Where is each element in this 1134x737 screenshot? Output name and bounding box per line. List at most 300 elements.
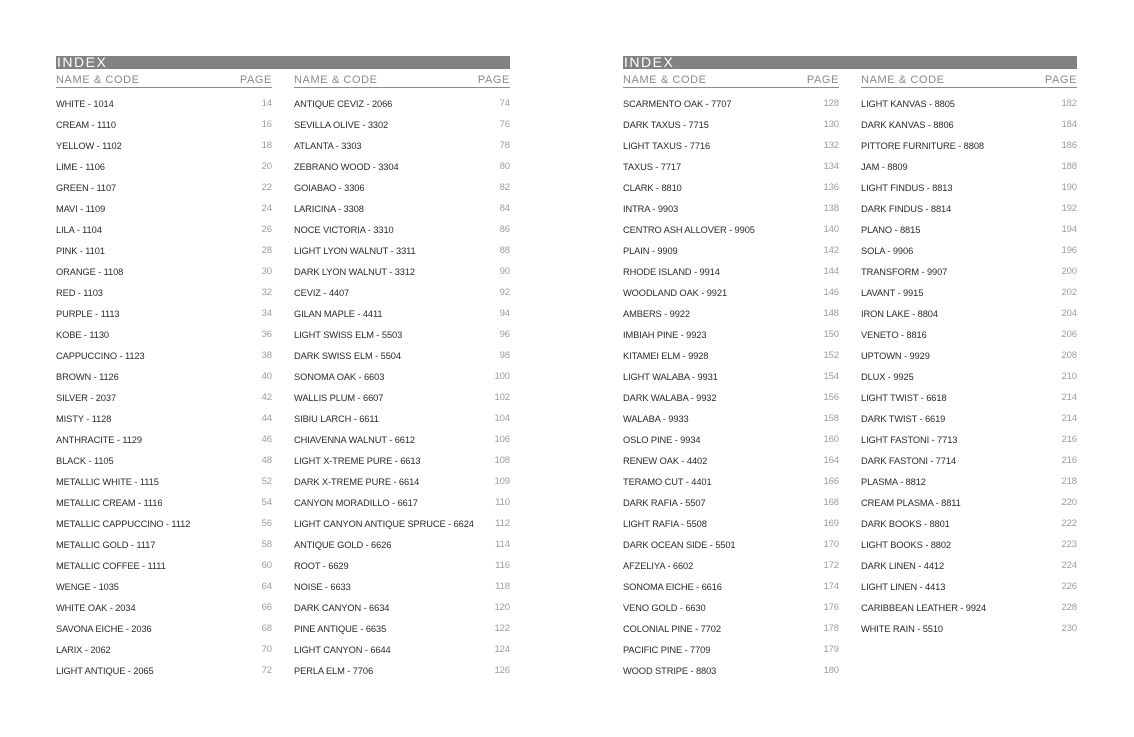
entry-name-code: ORANGE - 1108 xyxy=(56,266,124,277)
entry-page-number: 106 xyxy=(494,434,510,445)
entry-name-code: AMBERS - 9922 xyxy=(623,308,690,319)
entry-page-number: 102 xyxy=(494,392,510,403)
entry-page-number: 14 xyxy=(261,98,272,109)
entry-name-code: DARK FINDUS - 8814 xyxy=(861,203,952,214)
entry-page-number: 40 xyxy=(261,371,272,382)
page-header: PAGE xyxy=(806,74,839,86)
entry-page-number: 188 xyxy=(1061,161,1077,172)
index-entry xyxy=(623,135,839,156)
index-column xyxy=(623,69,839,681)
index-entry xyxy=(56,639,272,660)
entry-page-number: 204 xyxy=(1061,308,1077,319)
entry-name-code: LIGHT X-TREME PURE - 6613 xyxy=(294,455,421,466)
entry-name-code: METALLIC COFFEE - 1111 xyxy=(56,560,166,571)
entry-name-code: TERAMO CUT - 4401 xyxy=(623,476,712,487)
index-page-right xyxy=(623,56,1077,681)
index-entry xyxy=(861,387,1077,408)
entry-name-code: ANTIQUE GOLD - 6626 xyxy=(294,539,392,550)
index-entry xyxy=(861,534,1077,555)
entry-page-number: 18 xyxy=(261,140,272,151)
entry-page-number: 52 xyxy=(261,476,272,487)
entry-page-number: 146 xyxy=(823,287,839,298)
entry-page-number: 130 xyxy=(823,119,839,130)
entry-page-number: 182 xyxy=(1061,98,1077,109)
index-entry xyxy=(861,345,1077,366)
entry-name-code: LIGHT FASTONI - 7713 xyxy=(861,434,958,445)
index-entry xyxy=(56,324,272,345)
entry-name-code: PERLA ELM - 7706 xyxy=(294,665,374,676)
entry-page-number: 56 xyxy=(261,518,272,529)
entry-page-number: 32 xyxy=(261,287,272,298)
entry-name-code: DARK TAXUS - 7715 xyxy=(623,119,709,130)
entry-name-code: LAVANT - 9915 xyxy=(861,287,924,298)
entry-page-number: 210 xyxy=(1061,371,1077,382)
entry-name-code: LIGHT CANYON - 6644 xyxy=(294,644,391,655)
entry-name-code: WHITE OAK - 2034 xyxy=(56,602,136,613)
index-entry xyxy=(294,492,510,513)
entry-page-number: 60 xyxy=(261,560,272,571)
entry-name-code: SCARMENTO OAK - 7707 xyxy=(623,98,732,109)
entry-page-number: 220 xyxy=(1061,497,1077,508)
entry-page-number: 152 xyxy=(823,350,839,361)
index-entry xyxy=(56,408,272,429)
index-entry xyxy=(623,261,839,282)
entry-page-number: 82 xyxy=(499,182,510,193)
entry-page-number: 76 xyxy=(499,119,510,130)
entry-name-code: RED - 1103 xyxy=(56,287,103,298)
index-entry xyxy=(861,198,1077,219)
page-header: PAGE xyxy=(239,74,272,86)
index-entry xyxy=(861,93,1077,114)
entry-name-code: PLAIN - 9909 xyxy=(623,245,678,256)
index-entry xyxy=(56,429,272,450)
entry-name-code: TAXUS - 7717 xyxy=(623,161,682,172)
entry-name-code: PURPLE - 1113 xyxy=(56,308,120,319)
index-title-bar xyxy=(56,56,510,69)
page-header: PAGE xyxy=(477,74,510,86)
entry-page-number: 36 xyxy=(261,329,272,340)
index-entry xyxy=(294,660,510,681)
entry-name-code: IRON LAKE - 8804 xyxy=(861,308,938,319)
entry-page-number: 179 xyxy=(823,644,839,655)
index-entry xyxy=(861,177,1077,198)
entry-name-code: DARK OCEAN SIDE - 5501 xyxy=(623,539,736,550)
index-entry xyxy=(623,639,839,660)
index-entry xyxy=(623,534,839,555)
entry-page-number: 64 xyxy=(261,581,272,592)
entry-name-code: CAPPUCCINO - 1123 xyxy=(56,350,145,361)
index-entry xyxy=(861,282,1077,303)
entry-name-code: JAM - 8809 xyxy=(861,161,908,172)
entry-name-code: CREAM PLASMA - 8811 xyxy=(861,497,961,508)
entry-page-number: 223 xyxy=(1061,539,1077,550)
entry-name-code: OSLO PINE - 9934 xyxy=(623,434,701,445)
index-entry xyxy=(861,597,1077,618)
entry-page-number: 20 xyxy=(261,161,272,172)
index-entry xyxy=(56,597,272,618)
index-entry xyxy=(623,513,839,534)
entry-name-code: PITTORE FURNITURE - 8808 xyxy=(861,140,984,151)
entry-page-number: 172 xyxy=(823,560,839,571)
entry-name-code: DARK TWIST - 6619 xyxy=(861,413,946,424)
index-entry xyxy=(623,303,839,324)
entry-name-code: METALLIC CREAM - 1116 xyxy=(56,497,163,508)
index-entry xyxy=(623,93,839,114)
index-entry xyxy=(294,576,510,597)
index-entry xyxy=(56,660,272,681)
entry-page-number: 214 xyxy=(1061,413,1077,424)
entry-page-number: 174 xyxy=(823,581,839,592)
entry-name-code: WOODLAND OAK - 9921 xyxy=(623,287,728,298)
entry-name-code: DARK BOOKS - 8801 xyxy=(861,518,950,529)
entry-page-number: 78 xyxy=(499,140,510,151)
entry-name-code: CHIAVENNA WALNUT - 6612 xyxy=(294,434,416,445)
index-entry xyxy=(56,513,272,534)
entry-name-code: KITAMEI ELM - 9928 xyxy=(623,350,709,361)
index-entry xyxy=(861,135,1077,156)
entry-page-number: 202 xyxy=(1061,287,1077,298)
entry-page-number: 30 xyxy=(261,266,272,277)
column-header xyxy=(294,69,510,88)
entry-name-code: SAVONA EICHE - 2036 xyxy=(56,623,152,634)
entry-name-code: PINE ANTIQUE - 6635 xyxy=(294,623,387,634)
index-entry xyxy=(861,408,1077,429)
entry-page-number: 140 xyxy=(823,224,839,235)
entry-page-number: 109 xyxy=(494,476,510,487)
entry-page-number: 222 xyxy=(1061,518,1077,529)
entry-name-code: DARK X-TREME PURE - 6614 xyxy=(294,476,420,487)
entry-name-code: ZEBRANO WOOD - 3304 xyxy=(294,161,399,172)
index-entry xyxy=(294,408,510,429)
index-entry xyxy=(623,282,839,303)
entry-page-number: 46 xyxy=(261,434,272,445)
index-entry xyxy=(56,387,272,408)
entry-page-number: 74 xyxy=(499,98,510,109)
name-code-header: NAME & CODE xyxy=(861,74,945,86)
entry-name-code: WALLIS PLUM - 6607 xyxy=(294,392,384,403)
entry-name-code: GOIABAO - 3306 xyxy=(294,182,365,193)
index-entry xyxy=(294,345,510,366)
index-columns xyxy=(56,69,510,681)
entry-name-code: SOLA - 9906 xyxy=(861,245,914,256)
index-entry xyxy=(56,471,272,492)
index-entry xyxy=(623,555,839,576)
entry-page-number: 184 xyxy=(1061,119,1077,130)
index-entry xyxy=(861,576,1077,597)
entry-page-number: 126 xyxy=(494,665,510,676)
index-entry xyxy=(623,408,839,429)
entry-page-number: 92 xyxy=(499,287,510,298)
index-entry xyxy=(294,387,510,408)
entry-name-code: IMBIAH PINE - 9923 xyxy=(623,329,707,340)
entry-page-number: 120 xyxy=(494,602,510,613)
index-entry xyxy=(861,429,1077,450)
entry-name-code: GILAN MAPLE - 4411 xyxy=(294,308,383,319)
entry-name-code: NOISE - 6633 xyxy=(294,581,351,592)
entry-name-code: CENTRO ASH ALLOVER - 9905 xyxy=(623,224,755,235)
index-entry xyxy=(861,240,1077,261)
entry-name-code: KOBE - 1130 xyxy=(56,329,109,340)
entry-page-number: 136 xyxy=(823,182,839,193)
index-entry xyxy=(294,303,510,324)
entry-page-number: 88 xyxy=(499,245,510,256)
entry-page-number: 128 xyxy=(823,98,839,109)
index-column xyxy=(56,69,272,681)
entry-name-code: DARK WALABA - 9932 xyxy=(623,392,717,403)
column-header xyxy=(623,69,839,88)
entry-name-code: WENGE - 1035 xyxy=(56,581,119,592)
column-header xyxy=(56,69,272,88)
entry-list xyxy=(56,93,272,681)
entry-page-number: 80 xyxy=(499,161,510,172)
entry-name-code: METALLIC WHITE - 1115 xyxy=(56,476,159,487)
entry-page-number: 86 xyxy=(499,224,510,235)
entry-name-code: LIGHT SWISS ELM - 5503 xyxy=(294,329,403,340)
entry-name-code: TRANSFORM - 9907 xyxy=(861,266,948,277)
index-entry xyxy=(56,555,272,576)
entry-name-code: LIGHT WALABA - 9931 xyxy=(623,371,718,382)
index-entry xyxy=(861,492,1077,513)
entry-list xyxy=(294,93,510,681)
index-entry xyxy=(623,240,839,261)
index-entry xyxy=(861,513,1077,534)
index-entry xyxy=(294,429,510,450)
index-entry xyxy=(294,597,510,618)
entry-page-number: 26 xyxy=(261,224,272,235)
index-entry xyxy=(623,177,839,198)
index-entry xyxy=(56,240,272,261)
entry-page-number: 42 xyxy=(261,392,272,403)
entry-page-number: 132 xyxy=(823,140,839,151)
index-entry xyxy=(294,198,510,219)
entry-name-code: LIGHT KANVAS - 8805 xyxy=(861,98,955,109)
entry-name-code: LIGHT LINEN - 4413 xyxy=(861,581,946,592)
index-title-bar xyxy=(623,56,1077,69)
column-header xyxy=(861,69,1077,88)
entry-name-code: LIGHT ANTIQUE - 2065 xyxy=(56,665,154,676)
entry-page-number: 108 xyxy=(494,455,510,466)
entry-name-code: BLACK - 1105 xyxy=(56,455,114,466)
entry-page-number: 186 xyxy=(1061,140,1077,151)
entry-name-code: CANYON MORADILLO - 6617 xyxy=(294,497,418,508)
entry-name-code: UPTOWN - 9929 xyxy=(861,350,930,361)
entry-page-number: 208 xyxy=(1061,350,1077,361)
entry-page-number: 114 xyxy=(495,539,510,550)
index-entry xyxy=(56,198,272,219)
entry-name-code: WOOD STRIPE - 8803 xyxy=(623,665,717,676)
entry-page-number: 190 xyxy=(1061,182,1077,193)
entry-page-number: 138 xyxy=(823,203,839,214)
entry-page-number: 100 xyxy=(494,371,510,382)
entry-name-code: CARIBBEAN LEATHER - 9924 xyxy=(861,602,987,613)
entry-name-code: METALLIC GOLD - 1117 xyxy=(56,539,156,550)
index-entry xyxy=(56,576,272,597)
entry-name-code: LIGHT TWIST - 6618 xyxy=(861,392,947,403)
index-entry xyxy=(294,282,510,303)
entry-page-number: 16 xyxy=(261,119,272,130)
index-entry xyxy=(294,324,510,345)
index-entry xyxy=(861,555,1077,576)
entry-page-number: 98 xyxy=(499,350,510,361)
index-entry xyxy=(623,576,839,597)
index-entry xyxy=(56,282,272,303)
entry-name-code: CEVIZ - 4407 xyxy=(294,287,350,298)
entry-name-code: SIBIU LARCH - 6611 xyxy=(294,413,379,424)
entry-name-code: DARK FASTONI - 7714 xyxy=(861,455,957,466)
entry-page-number: 38 xyxy=(261,350,272,361)
entry-page-number: 230 xyxy=(1061,623,1077,634)
index-entry xyxy=(861,114,1077,135)
index-entry xyxy=(861,618,1077,639)
entry-name-code: ROOT - 6629 xyxy=(294,560,349,571)
entry-page-number: 148 xyxy=(823,308,839,319)
index-title: INDEX xyxy=(57,56,108,69)
entry-name-code: DLUX - 9925 xyxy=(861,371,914,382)
index-entry xyxy=(623,219,839,240)
index-entry xyxy=(861,219,1077,240)
entry-name-code: AFZELIYA - 6602 xyxy=(623,560,694,571)
entry-page-number: 134 xyxy=(823,161,839,172)
entry-name-code: DARK LYON WALNUT - 3312 xyxy=(294,266,416,277)
index-entry xyxy=(56,135,272,156)
entry-name-code: LIGHT RAFIA - 5508 xyxy=(623,518,707,529)
index-entry xyxy=(56,303,272,324)
entry-page-number: 90 xyxy=(499,266,510,277)
entry-page-number: 206 xyxy=(1061,329,1077,340)
entry-page-number: 54 xyxy=(261,497,272,508)
entry-page-number: 142 xyxy=(823,245,839,256)
entry-name-code: GREEN - 1107 xyxy=(56,182,117,193)
entry-page-number: 144 xyxy=(823,266,839,277)
entry-name-code: LIGHT LYON WALNUT - 3311 xyxy=(294,245,416,256)
entry-page-number: 24 xyxy=(261,203,272,214)
index-entry xyxy=(623,597,839,618)
entry-page-number: 156 xyxy=(823,392,839,403)
entry-page-number: 72 xyxy=(261,665,272,676)
entry-name-code: DARK SWISS ELM - 5504 xyxy=(294,350,401,361)
entry-page-number: 150 xyxy=(823,329,839,340)
index-entry xyxy=(56,156,272,177)
index-entry xyxy=(294,114,510,135)
index-entry xyxy=(861,303,1077,324)
entry-name-code: BROWN - 1126 xyxy=(56,371,119,382)
entry-name-code: MAVI - 1109 xyxy=(56,203,106,214)
entry-list xyxy=(861,93,1077,639)
index-entry xyxy=(294,261,510,282)
entry-name-code: LARIX - 2062 xyxy=(56,644,111,655)
entry-page-number: 226 xyxy=(1061,581,1077,592)
entry-name-code: DARK KANVAS - 8806 xyxy=(861,119,954,130)
index-entry xyxy=(294,618,510,639)
entry-page-number: 158 xyxy=(823,413,839,424)
entry-page-number: 112 xyxy=(495,518,510,529)
entry-name-code: PLANO - 8815 xyxy=(861,224,921,235)
index-entry xyxy=(294,156,510,177)
name-code-header: NAME & CODE xyxy=(56,74,140,86)
entry-page-number: 110 xyxy=(495,497,510,508)
entry-name-code: ANTIQUE CEVIZ - 2066 xyxy=(294,98,393,109)
index-entry xyxy=(623,618,839,639)
index-entry xyxy=(56,534,272,555)
entry-name-code: SEVILLA OLIVE - 3302 xyxy=(294,119,389,130)
entry-list xyxy=(623,93,839,681)
entry-page-number: 28 xyxy=(261,245,272,256)
entry-name-code: ANTHRACITE - 1129 xyxy=(56,434,142,445)
entry-name-code: LIGHT CANYON ANTIQUE SPRUCE - 6624 xyxy=(294,518,474,529)
index-entry xyxy=(56,93,272,114)
entry-page-number: 116 xyxy=(495,560,510,571)
entry-page-number: 68 xyxy=(261,623,272,634)
entry-page-number: 70 xyxy=(261,644,272,655)
index-entry xyxy=(56,618,272,639)
entry-page-number: 84 xyxy=(499,203,510,214)
entry-name-code: ATLANTA - 3303 xyxy=(294,140,362,151)
index-entry xyxy=(623,387,839,408)
entry-page-number: 169 xyxy=(823,518,839,529)
index-entry xyxy=(623,492,839,513)
index-entry xyxy=(294,534,510,555)
entry-page-number: 48 xyxy=(261,455,272,466)
index-entry xyxy=(861,471,1077,492)
index-entry xyxy=(294,366,510,387)
index-entry xyxy=(294,93,510,114)
entry-page-number: 178 xyxy=(823,623,839,634)
entry-name-code: YELLOW - 1102 xyxy=(56,140,122,151)
entry-page-number: 122 xyxy=(494,623,510,634)
index-entry xyxy=(623,156,839,177)
entry-page-number: 44 xyxy=(261,413,272,424)
name-code-header: NAME & CODE xyxy=(623,74,707,86)
entry-name-code: LARICINA - 3308 xyxy=(294,203,364,214)
name-code-header: NAME & CODE xyxy=(294,74,378,86)
index-entry xyxy=(294,639,510,660)
index-entry xyxy=(623,471,839,492)
page-header: PAGE xyxy=(1044,74,1077,86)
entry-name-code: DARK RAFIA - 5507 xyxy=(623,497,706,508)
entry-name-code: COLONIAL PINE - 7702 xyxy=(623,623,721,634)
entry-name-code: NOCE VICTORIA - 3310 xyxy=(294,224,394,235)
entry-page-number: 22 xyxy=(261,182,272,193)
index-entry xyxy=(623,660,839,681)
index-entry xyxy=(56,492,272,513)
index-entry xyxy=(861,324,1077,345)
entry-page-number: 66 xyxy=(261,602,272,613)
entry-name-code: DARK CANYON - 6634 xyxy=(294,602,390,613)
index-entry xyxy=(56,345,272,366)
entry-page-number: 216 xyxy=(1061,434,1077,445)
entry-name-code: VENO GOLD - 6630 xyxy=(623,602,706,613)
entry-page-number: 192 xyxy=(1061,203,1077,214)
entry-page-number: 96 xyxy=(499,329,510,340)
entry-page-number: 180 xyxy=(823,665,839,676)
index-entry xyxy=(56,114,272,135)
entry-page-number: 176 xyxy=(823,602,839,613)
index-entry xyxy=(294,555,510,576)
entry-name-code: PACIFIC PINE - 7709 xyxy=(623,644,711,655)
index-entry xyxy=(623,198,839,219)
entry-page-number: 170 xyxy=(823,539,839,550)
entry-name-code: WHITE RAIN - 5510 xyxy=(861,623,943,634)
index-entry xyxy=(623,345,839,366)
entry-name-code: DARK LINEN - 4412 xyxy=(861,560,945,571)
entry-page-number: 218 xyxy=(1061,476,1077,487)
index-entry xyxy=(56,177,272,198)
index-columns xyxy=(623,69,1077,681)
index-entry xyxy=(294,471,510,492)
entry-name-code: LIGHT BOOKS - 8802 xyxy=(861,539,952,550)
index-entry xyxy=(294,135,510,156)
index-entry xyxy=(294,219,510,240)
